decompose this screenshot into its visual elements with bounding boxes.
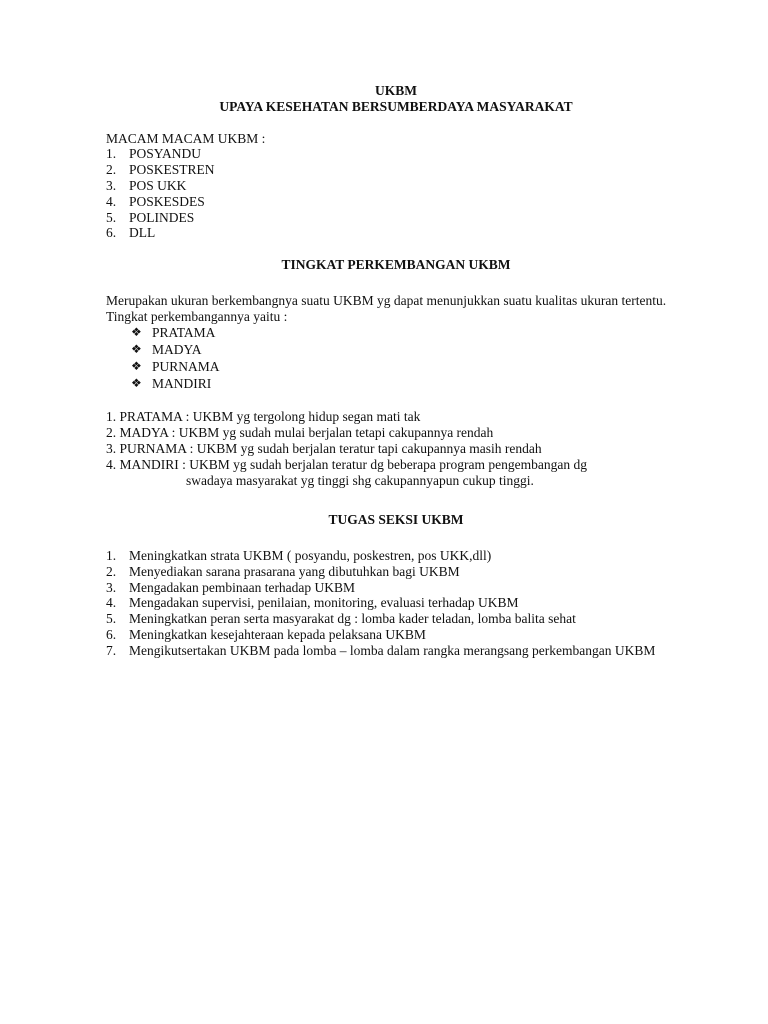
list-item: 3. Mengadakan pembinaan terhadap UKBM: [106, 579, 356, 595]
level-definition-continued: swadaya masyarakat yg tinggi shg cakupannyapun cukup tinggi.: [186, 472, 534, 488]
list-item: 1. POSYANDU: [106, 146, 202, 162]
list-item: 6. DLL: [106, 225, 156, 241]
list-item: 2. POSKESTREN: [106, 162, 215, 178]
tingkat-heading: TINGKAT PERKEMBANGAN UKBM: [281, 257, 511, 273]
levels-list: [106, 325, 686, 394]
list-item: 4. Mengadakan supervisi, penilaian, monitoring, evaluasi terhadap UKBM: [106, 595, 519, 611]
list-item: 6. Meningkatkan kesejahteraan kepada pelaksana UKBM: [106, 627, 426, 643]
tingkat-intro: Tingkat perkembangannya yaitu :: [106, 308, 288, 324]
document-page: [106, 83, 686, 659]
list-item: 5. POLINDES: [106, 209, 195, 225]
list-item: ❖ PRATAMA: [131, 324, 216, 340]
level-definition: 2. MADYA : UKBM yg sudah mulai berjalan tetapi cakupannya rendah: [106, 425, 494, 441]
diamond-bullet-icon: ❖: [131, 376, 142, 391]
list-item: ❖ PURNAMA: [131, 358, 220, 374]
list-item: 3. POS UKK: [106, 177, 187, 193]
level-definition: 4. MANDIRI : UKBM yg sudah berjalan teratur dg beberapa program pengembangan dg: [106, 456, 587, 472]
list-item: 7. Mengikutsertakan UKBM pada lomba – lomba dalam rangka merangsang perkembangan UKBM: [106, 642, 656, 658]
list-item: 2. Menyediakan sarana prasarana yang dibutuhkan bagi UKBM: [106, 563, 460, 579]
doc-title: UKBM: [375, 83, 417, 98]
list-item: 1. Meningkatkan strata UKBM ( posyandu, poskestren, pos UKK,dll): [106, 548, 492, 564]
diamond-bullet-icon: ❖: [131, 341, 142, 356]
tingkat-description: Merupakan ukuran berkembangnya suatu UKBM yg dapat menunjukkan suatu kualitas ukuran tertentu.: [106, 292, 667, 308]
macam-list: [106, 146, 686, 241]
doc-subtitle: UPAYA KESEHATAN BERSUMBERDAYA MASYARAKAT: [219, 98, 573, 114]
level-definitions: [106, 409, 686, 488]
diamond-bullet-icon: ❖: [131, 324, 142, 339]
diamond-bullet-icon: ❖: [131, 358, 142, 373]
level-definition: 1. PRATAMA : UKBM yg tergolong hidup segan mati tak: [106, 409, 421, 425]
macam-label: MACAM MACAM UKBM :: [106, 130, 266, 146]
list-item: ❖ MANDIRI: [131, 376, 212, 392]
list-item: 4. POSKESDES: [106, 193, 205, 209]
list-item: ❖ MADYA: [131, 341, 202, 357]
list-item: 5. Meningkatkan peran serta masyarakat dg : lomba kader teladan, lomba balita sehat: [106, 611, 576, 627]
tugas-heading: TUGAS SEKSI UKBM: [328, 512, 464, 528]
tugas-list: [106, 548, 686, 659]
level-definition: 3. PURNAMA : UKBM yg sudah berjalan teratur tapi cakupannya masih rendah: [106, 440, 542, 456]
